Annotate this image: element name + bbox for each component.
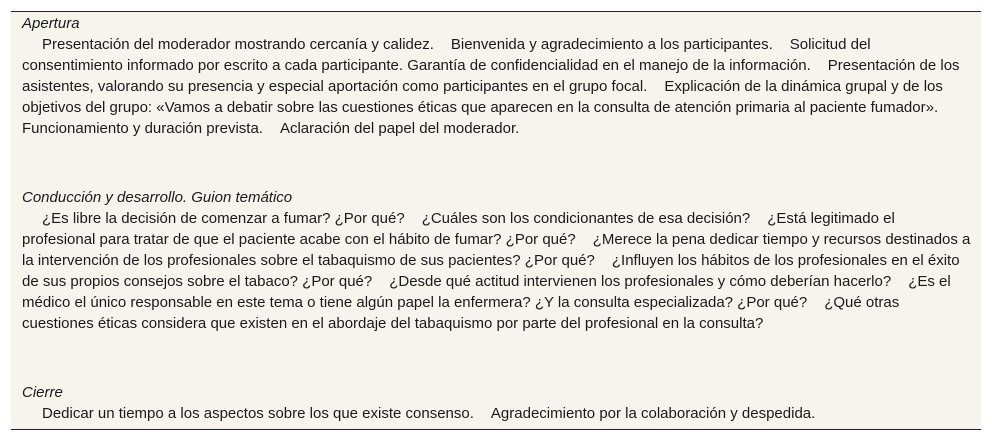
list-item: Presentación del moderador mostrando cercanía y calidez. (42, 36, 434, 53)
list-item: ¿Desde qué actitud intervienen los profesionales y cómo deberían hacerlo? (389, 273, 892, 290)
list-item: Bienvenida y agradecimiento a los participantes. (450, 36, 773, 53)
list-item: Funcionamiento y duración prevista. (22, 120, 263, 137)
section-apertura (22, 13, 972, 139)
section-body (22, 34, 972, 139)
section-cierre (22, 382, 972, 424)
section-body (22, 208, 972, 334)
list-item: ¿Cuáles son los condicionantes de esa decisión? (421, 210, 751, 227)
focus-group-guide-table (11, 11, 981, 430)
list-item: Aclaración del papel del moderador. (279, 120, 520, 137)
section-title: Conducción y desarrollo. Guion temático (22, 189, 293, 206)
list-item: Explicación de la dinámica grupal y de los objetivos del grupo: «Vamos a debatir sobre las cuestiones éticas que aparecen en la consulta de atención primaria al paciente fumador». (22, 78, 943, 116)
section-conduccion (22, 187, 972, 334)
section-title: Apertura (22, 15, 80, 32)
list-item: Presentación de los asistentes, valorando su presencia y especial aportación como participantes en el grupo focal. (22, 57, 960, 95)
list-item: ¿Es libre la decisión de comenzar a fumar? ¿Por qué? (42, 210, 405, 227)
section-title: Cierre (22, 384, 63, 401)
list-item: ¿Qué otras cuestiones éticas considera que existen en el abordaje del tabaquismo por parte del profesional en la consulta? (22, 294, 900, 332)
list-item: Dedicar un tiempo a los aspectos sobre los que existe consenso. (42, 405, 474, 422)
list-item: ¿Es el médico el único responsable en este tema o tiene algún papel la enfermera? ¿Y la consulta especializada? ¿Por qué? (22, 273, 951, 311)
list-item: Solicitud del consentimiento informado por escrito a cada participante. Garantía de confidencialidad en el manejo de la información. (22, 36, 871, 74)
list-item: ¿Está legitimado el profesional para tratar de que el paciente acabe con el hábito de fumar? ¿Por qué? (22, 210, 895, 248)
list-item: Agradecimiento por la colaboración y despedida. (490, 405, 816, 422)
list-item: ¿Influyen los hábitos de los profesionales en el éxito de sus propios consejos sobre el tabaco? ¿Por qué? (22, 252, 960, 290)
list-item: ¿Merece la pena dedicar tiempo y recursos destinados a la intervención de los profesionales sobre el tabaquismo de sus pacientes? ¿Por qué? (22, 231, 971, 269)
section-body (22, 403, 972, 424)
